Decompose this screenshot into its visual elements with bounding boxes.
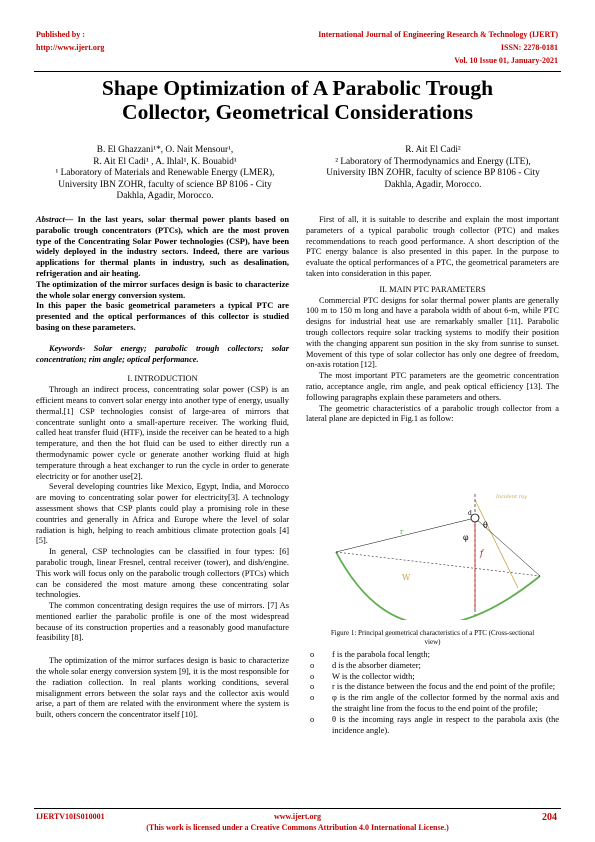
label-r: r bbox=[400, 528, 404, 536]
parameter-list-item bbox=[306, 661, 559, 672]
params-p2: The most important PTC parameters are the geometric concentration ratio, acceptance angle, rim angle, and peak optical efficiency [13]. The following paragraphs explain these parameters and others. bbox=[306, 371, 559, 402]
params-p3: The geometric characteristics of a parabolic trough collector from a lateral plane are depicted in Fig.1 as follow: bbox=[306, 403, 559, 424]
bullet-text: d is the absorber diameter; bbox=[332, 660, 421, 670]
params-p1: Commercial PTC designs for solar thermal power plants are generally 100 m to 150 m long and have a parabola width of about 6-m, while PTC designs for industrial heat use are remarkably smaller [11]. Parabolic trough collectors require solar tracking systems to modify their position with the changing apparent sun position in the sky from sunrise to sunset. Movement of this type of solar collector has only one degree of freedom, on-axis rotation [12]. bbox=[306, 295, 559, 370]
author-block-left bbox=[36, 145, 294, 203]
right-column bbox=[306, 215, 559, 425]
bullet-marker: o bbox=[310, 671, 315, 681]
affiliation-line: ¹ Laboratory of Materials and Renewable Energy (LMER), bbox=[55, 168, 275, 178]
abstract-p3: In this paper the basic geometrical parameters a typical PTC are presented and the optical performances of this collector is studied basing on these parameters. bbox=[36, 301, 289, 332]
label-f: f bbox=[480, 549, 483, 558]
figure-caption: Figure 1: Principal geometrical characteristics of a PTC (Cross-sectional view) bbox=[330, 629, 535, 646]
label-phi: φ bbox=[463, 533, 469, 542]
bullet-text: W is the collector width; bbox=[332, 671, 415, 681]
bullet-text: φ is the rim angle of the collector formed by the normal axis and the straight line from the focus to the end point of the profile; bbox=[332, 693, 559, 713]
parameter-list-item bbox=[306, 682, 559, 693]
header-left bbox=[36, 28, 104, 54]
author-names-1: B. El Ghazzani¹*, O. Nait Mensour¹, bbox=[96, 145, 234, 155]
page-number: 204 bbox=[542, 812, 557, 823]
section-heading-params: II. MAIN PTC PARAMETERS bbox=[379, 284, 486, 294]
affiliation-line: Dakhla, Agadir, Morocco. bbox=[384, 179, 482, 190]
intro-p5: The optimization of the mirror surfaces design is basic to characterize the whole solar energy conversion system [9], it is the most responsible for the radiation collection. In real plants working conditions, several misalignment errors between the solar rays and the collector axis would arise, a part of them are related with the environment where the system is built, others concern the concentrator itself [10]. bbox=[36, 656, 289, 720]
label-d: d bbox=[468, 510, 472, 517]
section-heading-intro: I. INTRODUCTION bbox=[127, 374, 198, 384]
footer-url[interactable]: www.ijert.org bbox=[273, 812, 322, 821]
left-column bbox=[36, 215, 289, 721]
bullet-marker: o bbox=[310, 650, 315, 659]
issn: ISSN: 2278-0181 bbox=[500, 43, 558, 52]
bullet-marker: o bbox=[310, 682, 315, 692]
header-rule bbox=[34, 71, 561, 72]
bullet-marker: o bbox=[310, 714, 315, 724]
abstract-label: Abstract— bbox=[36, 215, 74, 224]
intro-p4: The common concentrating design requires the use of mirrors. [7] As mentioned earlier the parabolic profile is one of the most widespread because of its construction properties and a reasonably good manufacture feasibility [8]. bbox=[36, 601, 289, 643]
author-names-2: R. Ait El Cadi¹ , A. Ihlal¹, K. Bouabid¹ bbox=[93, 156, 237, 167]
parameter-list-item bbox=[306, 672, 559, 683]
paper-title: Shape Optimization of A Parabolic Trough Collector, Geometrical Considerations bbox=[101, 76, 494, 124]
paper-id: IJERTV10IS010001 bbox=[36, 812, 105, 821]
affiliation-line: University IBN ZOHR, faculty of science BP 8106 - City bbox=[58, 179, 272, 190]
bullet-marker: o bbox=[310, 693, 315, 703]
bullet-marker: o bbox=[310, 660, 315, 670]
keywords: Keywords- Solar energy; parabolic trough collectors; solar concentration; rim angle; optical performance. bbox=[36, 343, 289, 364]
intro-p2: Several developing countries like Mexico, Egypt, India, and Morocco are moving to concentrating solar power for electricity[3]. A technology assessment shows that CSP plants could play a promising role in these countries and generally in Africa and Europe where the level of solar radiation is high, helping to reach ambitious climate protection goals [4][5]. bbox=[36, 482, 289, 546]
intro-p3: In general, CSP technologies can be classified in four types: [6] parabolic trough, linear Fresnel, central receiver (tower), and dish/engine. This work will focus only on the parabolic trough collectors (PTCs) which can be considered the most mature among these concentrating solar technologies. bbox=[36, 547, 289, 600]
label-theta: θ bbox=[483, 521, 488, 530]
right-intro: First of all, it is suitable to describe and explain the most important parameters of a typical parabolic trough collector (PTC) and makes recommendations to reach good performance. A short description of the PTC energy balance is also presented in this paper. In the purpose to evaluate the optical performances of a PTC, the geometrical parameters are taken into consideration in this paper. bbox=[306, 215, 559, 278]
journal-name: International Journal of Engineering Research & Technology (IJERT) bbox=[318, 30, 558, 39]
affiliation-line: Dakhla, Agadir, Morocco. bbox=[116, 191, 214, 201]
volume-issue: Vol. 10 Issue 01, January-2021 bbox=[454, 56, 558, 65]
bullet-text: r is the distance between the focus and the end point of the profile; bbox=[332, 682, 556, 692]
parameter-list-item bbox=[306, 650, 559, 661]
label-incident-ray: Incident ray bbox=[496, 494, 527, 500]
author-names-right: R. Ait El Cadi² bbox=[405, 145, 461, 155]
author-block-right bbox=[306, 145, 560, 191]
intro-p1: Through an indirect process, concentrating solar power (CSP) is an efficient means to convert solar energy into another type of energy, usually thermal.[1] CSP technologies consist of large-area of mirrors that concentrate sunlight onto a small-aperture receiver. The working fluid, called heat transfer fluid (HTF), inside the receiver can be heated to a high temperature, and then the hot fluid can be used to either directly run a thermodynamic power cycle or generate another working fluid at high temperature through a heat exchanger to run the cycle in order to generate electricity or for another use[2]. bbox=[36, 385, 289, 481]
bullet-text: θ is the incoming rays angle in respect to the parabola axis (the incidence angle). bbox=[332, 714, 559, 735]
header-right bbox=[318, 28, 558, 67]
abstract: Abstract— In the last years, solar thermal power plants based on parabolic trough concentrators (PTCs), which are the most proven type of the Concentrating Solar Power technologies (CSP), have been widely deployed in the industry sectors. Indeed, there are various applications for thermal plants in industry, such as desalination, refrigeration and air heating. bbox=[36, 215, 289, 278]
parameter-list-item bbox=[306, 715, 559, 737]
radius-line bbox=[336, 518, 475, 552]
incident-ray-line bbox=[475, 500, 518, 588]
affiliation-line: University IBN ZOHR, faculty of science BP 8106 - City bbox=[326, 168, 540, 178]
abstract-p2: The optimization of the mirror surfaces design is basic to characterize the whole solar energy conversion system. bbox=[36, 279, 289, 300]
parabola-profile bbox=[336, 552, 540, 620]
journal-url[interactable]: http://www.ijert.org bbox=[36, 43, 105, 52]
width-line bbox=[336, 552, 540, 576]
absorber-tube bbox=[471, 514, 479, 522]
affiliation-line: ² Laboratory of Thermodynamics and Energy (LTE), bbox=[335, 156, 531, 167]
license-note: (This work is licensed under a Creative Commons Attribution 4.0 International License.) bbox=[146, 823, 449, 832]
published-by: Published by : bbox=[36, 30, 85, 39]
label-w: W bbox=[402, 573, 411, 582]
ptc-figure bbox=[318, 488, 554, 620]
footer-rule bbox=[34, 808, 561, 809]
parameter-list bbox=[306, 650, 559, 736]
bullet-text: f is the parabola focal length; bbox=[332, 650, 430, 659]
parameter-list-item bbox=[306, 693, 559, 715]
